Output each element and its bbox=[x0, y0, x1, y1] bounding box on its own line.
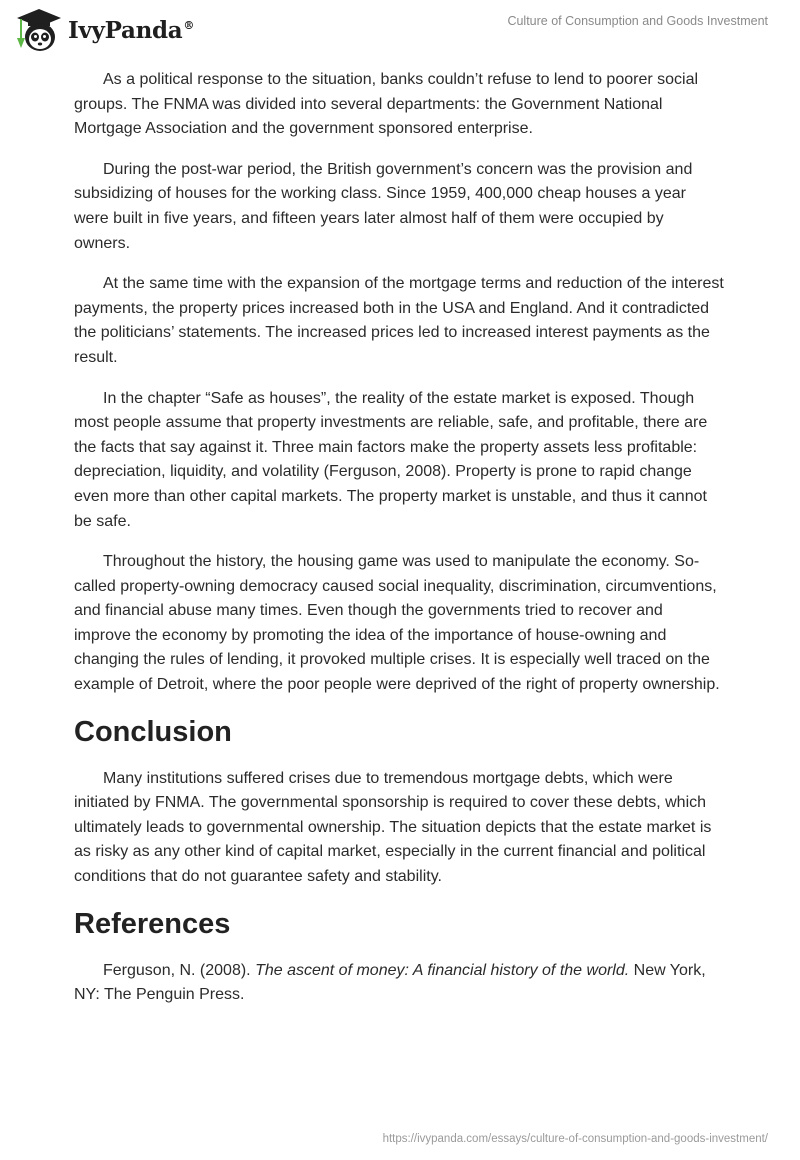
ivypanda-logo[interactable] bbox=[14, 6, 194, 54]
conclusion-heading: Conclusion bbox=[74, 715, 232, 748]
body-paragraph: In the chapter “Safe as houses”, the reality of the estate market is exposed. Though most people assume that property investments are reliable, safe, and profitable, there are the facts that say against it. Three main factors make the property assets less profitable: depreciation, liquidity, and volatility (Ferguson, 2008). Property is prone to rapid change even more than other capital markets. The property market is unstable, and thus it cannot be safe. bbox=[74, 389, 708, 530]
essay-content bbox=[74, 68, 724, 1024]
page-header bbox=[0, 0, 800, 60]
reference-title: The ascent of money: A financial history of the world. bbox=[255, 961, 630, 979]
references-heading: References bbox=[74, 907, 231, 940]
reference-author: Ferguson, N. (2008). bbox=[103, 961, 256, 979]
body-paragraph: During the post-war period, the British government’s concern was the provision and subsidizing of houses for the working class. Since 1959, 400,000 cheap houses a year were built in five years, and fifteen years later almost half of them were occupied by owners. bbox=[74, 160, 693, 252]
document-title: Culture of Consumption and Goods Investment bbox=[507, 14, 768, 28]
conclusion-paragraph: Many institutions suffered crises due to tremendous mortgage debts, which were initiated by FNMA. The governmental sponsorship is required to cover these debts, which ultimately leads to governmental ownership. The situation depicts that the estate market is as risky as any other kind of capital market, especially in the current financial and political conditions that do not guarantee safety and stability. bbox=[74, 769, 712, 886]
body-paragraph: Throughout the history, the housing game was used to manipulate the economy. So-called property-owning democracy caused social inequality, discrimination, circumventions, and financial abuse many times. Even though the governments tried to recover and improve the economy by promoting the idea of the importance of house-owning and changing the rules of lending, it provoked multiple crises. It is especially well traced on the example of Detroit, where the poor people were deprived of the right of property ownership. bbox=[74, 553, 720, 694]
reference-entry bbox=[74, 959, 724, 1008]
panda-graduate-icon bbox=[14, 6, 64, 54]
body-paragraph: At the same time with the expansion of the mortgage terms and reduction of the interest payments, the property prices increased both in the USA and England. And it contradicted the politicians’ statements. The increased prices led to increased interest payments as the result. bbox=[74, 275, 724, 366]
logo-wordmark: IvyPanda® bbox=[68, 16, 195, 44]
reference-publisher: New York, NY: The Penguin Press. bbox=[74, 961, 706, 1004]
body-paragraph: As a political response to the situation, banks couldn’t refuse to lend to poorer social groups. The FNMA was divided into several departments: the Government National Mortgage Association and the government sponsored enterprise. bbox=[74, 71, 699, 138]
source-url-link[interactable]: https://ivypanda.com/essays/culture-of-consumption-and-goods-investment/ bbox=[382, 1133, 768, 1145]
